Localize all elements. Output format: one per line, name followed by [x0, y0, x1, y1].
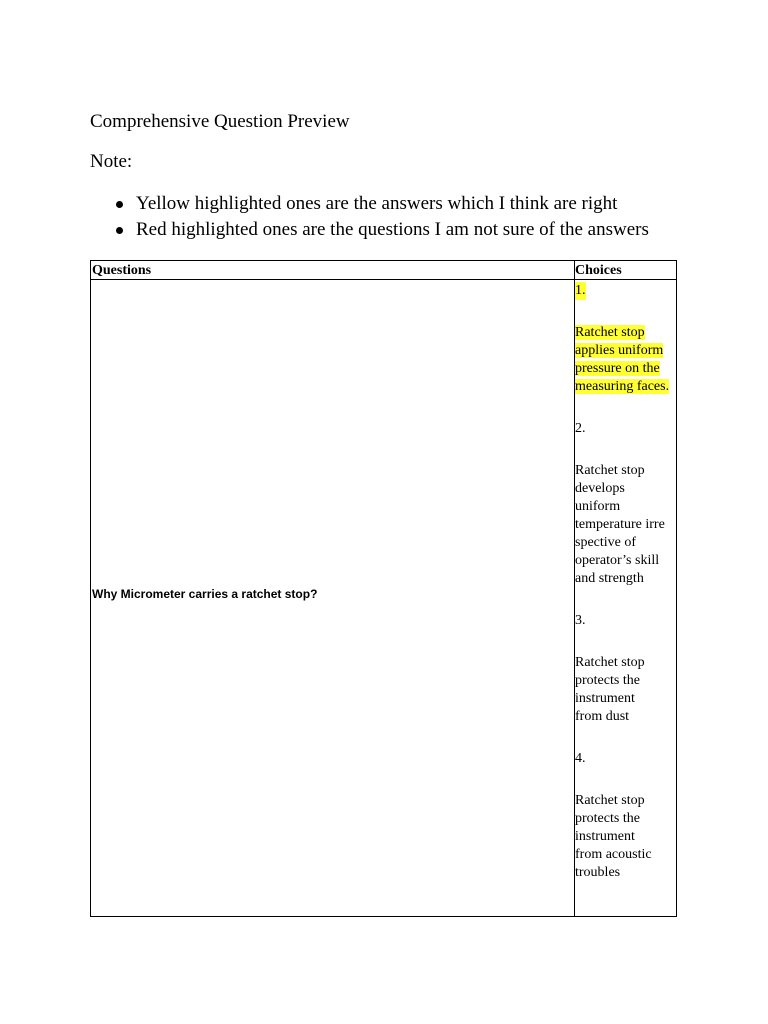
choice-text: [575, 792, 675, 882]
choice-text-line: spective of: [575, 535, 637, 550]
page-title: Comprehensive Question Preview: [90, 111, 350, 132]
choice-text-line: applies uniform: [575, 343, 664, 358]
bullet-icon: [116, 201, 123, 208]
choice-text-line: from acoustic: [575, 847, 652, 862]
notes-list: [90, 193, 649, 245]
choice-text-line: uniform: [575, 499, 621, 514]
question-text: Why Micrometer carries a ratchet stop?: [92, 587, 318, 601]
choice-text-line: from dust: [575, 709, 630, 724]
choice-text-line: Ratchet stop: [575, 325, 645, 340]
choice-2: [575, 420, 675, 588]
choice-number: 4.: [575, 751, 586, 766]
choice-text-line: protects the: [575, 811, 640, 826]
choice-text-line: instrument: [575, 691, 635, 706]
note-label: Note:: [90, 151, 133, 172]
choice-1: [575, 282, 675, 396]
choice-text-line: Ratchet stop: [575, 655, 645, 670]
note-text: Yellow highlighted ones are the answers which I think are right: [136, 193, 618, 214]
choice-number: 3.: [575, 613, 586, 628]
choice-text-line: and strength: [575, 571, 644, 586]
choice-text: [575, 324, 675, 396]
choice-number: 2.: [575, 421, 586, 436]
choice-number: 1.: [575, 283, 586, 298]
choice-text-line: temperature irre: [575, 517, 665, 532]
choice-text-line: instrument: [575, 829, 635, 844]
choice-3: [575, 612, 675, 726]
choice-4: [575, 750, 675, 882]
note-item-yellow: [90, 193, 649, 219]
choice-text-line: measuring faces.: [575, 379, 670, 394]
choice-text-line: protects the: [575, 673, 640, 688]
bullet-icon: [116, 227, 123, 234]
choices-list: [575, 282, 675, 906]
header-divider: [91, 279, 676, 280]
choice-text: [575, 654, 675, 726]
choice-text: [575, 462, 675, 588]
choices-header: Choices: [575, 263, 622, 278]
note-item-red: [90, 219, 649, 245]
choice-text-line: Ratchet stop: [575, 463, 645, 478]
note-text: Red highlighted ones are the questions I am not sure of the answers: [136, 219, 649, 240]
choice-text-line: develops: [575, 481, 625, 496]
choice-text-line: Ratchet stop: [575, 793, 645, 808]
question-table: [90, 260, 677, 917]
choice-text-line: troubles: [575, 865, 621, 880]
choice-text-line: pressure on the: [575, 361, 660, 376]
questions-header: Questions: [92, 263, 152, 278]
choice-text-line: operator’s skill: [575, 553, 660, 568]
